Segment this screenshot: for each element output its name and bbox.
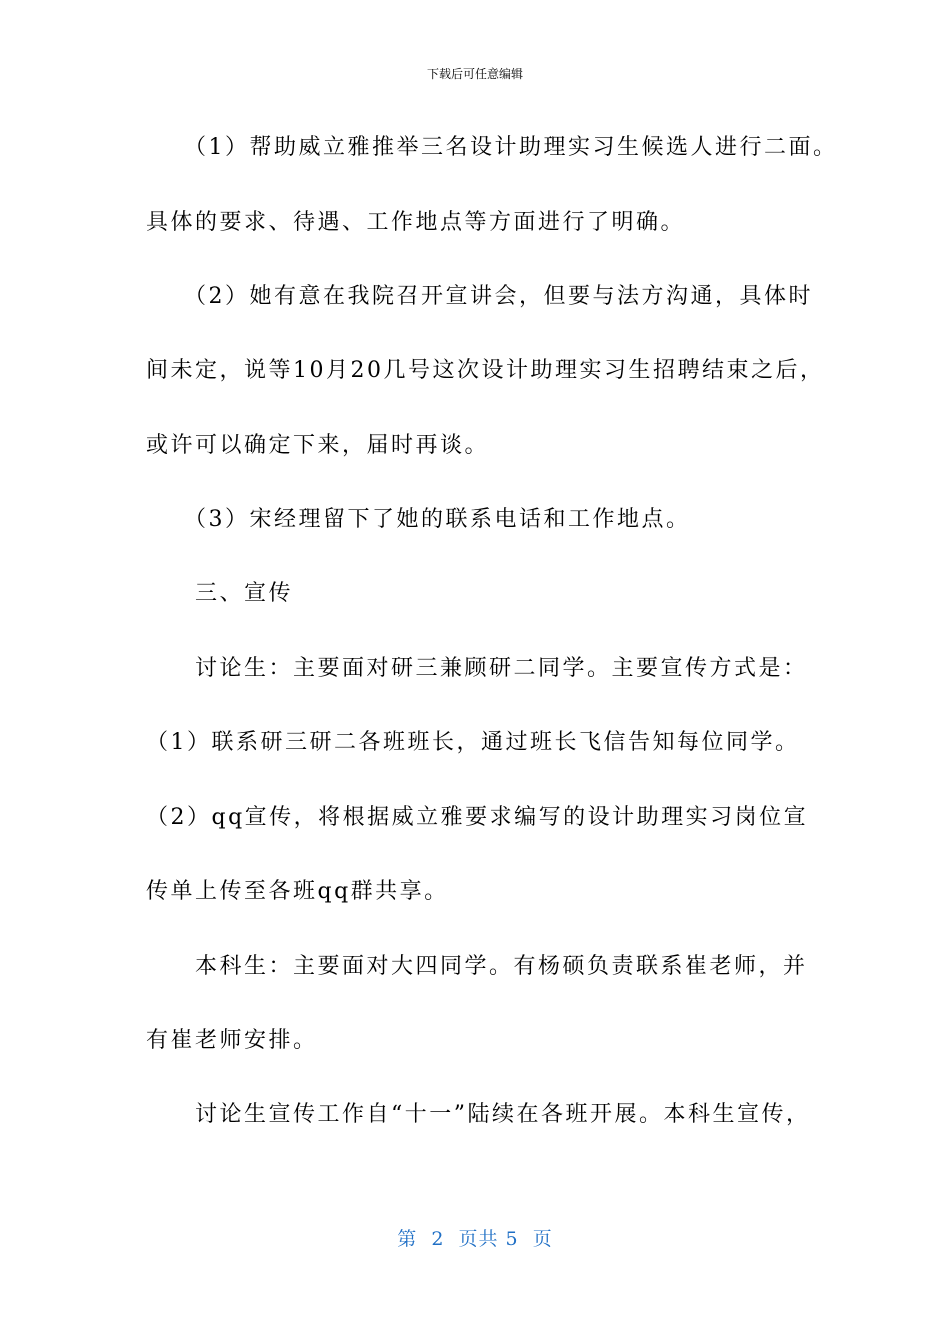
body-line: 本科生：主要面对大四同学。有杨硕负责联系崔老师，并 <box>146 954 808 979</box>
page-header: 下载后可任意编辑 <box>426 67 523 81</box>
body-line: 讨论生：主要面对研三兼顾研二同学。主要宣传方式是： <box>146 656 808 681</box>
body-line: （2）她有意在我院召开宣讲会，但要与法方沟通，具体时 <box>146 284 813 309</box>
body-line: （1）帮助威立雅推举三名设计助理实习生候选人进行二面。 <box>146 135 838 160</box>
body-line: 间未定，说等10月20几号这次设计助理实习生招聘结束之后， <box>146 358 825 383</box>
body-line: 或许可以确定下来，届时再谈。 <box>146 433 490 458</box>
body-line: 传单上传至各班qq群共享。 <box>146 879 449 904</box>
section-heading: 三、宣传 <box>146 581 294 606</box>
body-line: （3）宋经理留下了她的联系电话和工作地点。 <box>146 507 691 532</box>
body-line: （1）联系研三研二各班班长，通过班长飞信告知每位同学。 <box>146 730 800 755</box>
body-line: 具体的要求、待遇、工作地点等方面进行了明确。 <box>146 210 686 235</box>
body-line: 有崔老师安排。 <box>146 1028 318 1053</box>
page-number-footer: 第 2 页共 5 页 <box>397 1228 553 1250</box>
body-line: 讨论生宣传工作自“十一”陆续在各班开展。本科生宣传， <box>146 1102 811 1127</box>
body-line: （2）qq宣传，将根据威立雅要求编写的设计助理实习岗位宣 <box>146 805 809 830</box>
